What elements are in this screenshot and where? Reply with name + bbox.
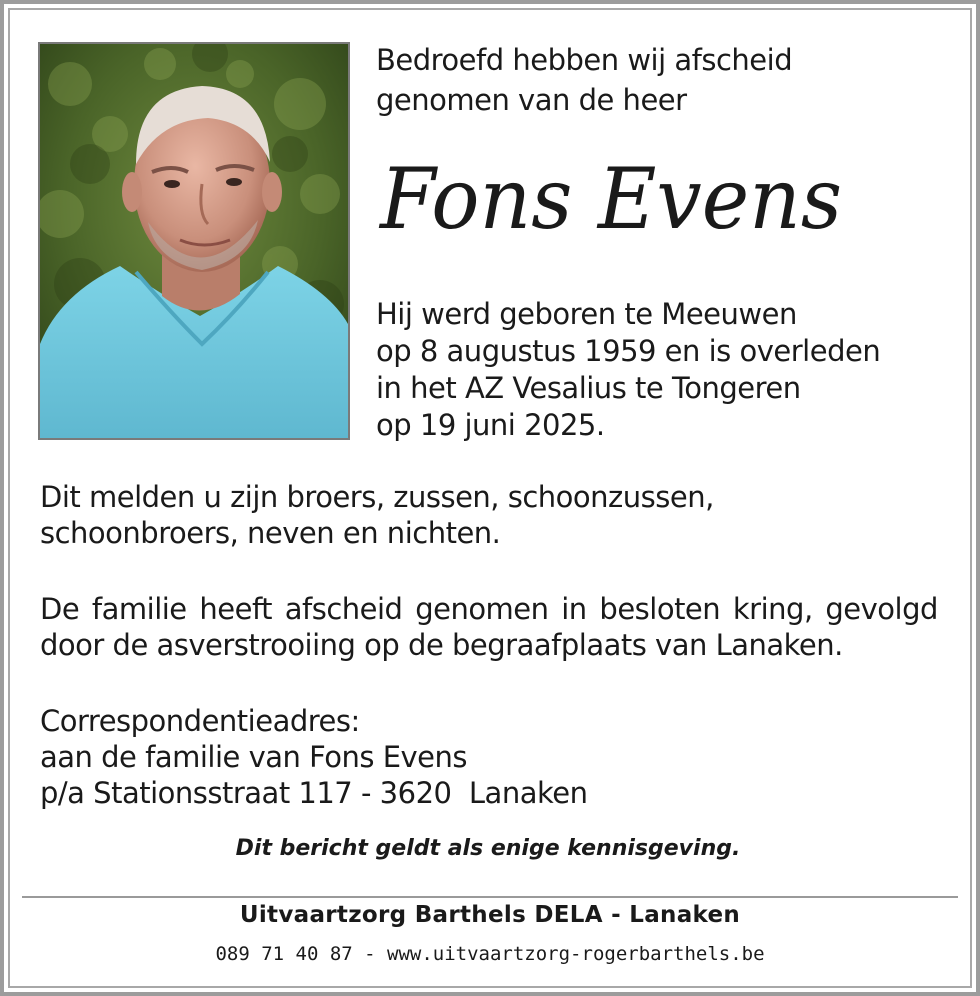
intro-text: [376, 40, 792, 120]
birth-line: Hij werd geboren te Meeuwen: [376, 297, 797, 331]
family-word: afscheid: [284, 592, 403, 626]
family-word: besloten: [599, 592, 721, 626]
birth-death-text: [376, 296, 880, 444]
birth-line: in het AZ Vesalius te Tongeren: [376, 371, 801, 405]
address-line: aan de familie van Fons Evens: [40, 740, 468, 774]
address-line: p/a Stationsstraat 117 - 3620 Lanaken: [40, 776, 588, 810]
funeral-home-contact: 089 71 40 87 - www.uitvaartzorg-rogerbarthels.be: [215, 943, 765, 965]
family-word: familie: [91, 592, 187, 626]
notice-text: [40, 479, 938, 551]
address-label: Correspondentieadres:: [40, 704, 360, 738]
birth-line: op 8 augustus 1959 en is overleden: [376, 334, 881, 368]
notice-line: Dit melden u zijn broers, zussen, schoonzussen,: [40, 480, 714, 514]
portrait-illustration: [40, 44, 348, 438]
disclaimer: Dit bericht geldt als enige kennisgeving.: [235, 836, 741, 861]
family-line: [40, 591, 938, 627]
family-word: kring,: [732, 592, 813, 626]
deceased-name-text: Fons Evens: [378, 150, 842, 248]
deceased-name: [372, 128, 852, 258]
family-word: gevolgd: [825, 592, 938, 626]
intro-line: genomen van de heer: [376, 83, 687, 117]
family-text: [40, 591, 938, 663]
family-word: in: [561, 592, 587, 626]
intro-line: Bedroefd hebben wij afscheid: [376, 43, 793, 77]
footer-divider: [22, 896, 958, 898]
family-word: heeft: [199, 592, 273, 626]
family-line: door de asverstrooiing op de begraafplaats van Lanaken.: [40, 628, 843, 662]
family-word: genomen: [415, 592, 549, 626]
notice-line: schoonbroers, neven en nichten.: [40, 516, 501, 550]
birth-line: op 19 juni 2025.: [376, 408, 605, 442]
family-word: De: [40, 592, 80, 626]
correspondence-address: [40, 703, 587, 811]
funeral-home-name: Uitvaartzorg Barthels DELA - Lanaken: [239, 902, 741, 928]
portrait-photo: [38, 42, 350, 440]
